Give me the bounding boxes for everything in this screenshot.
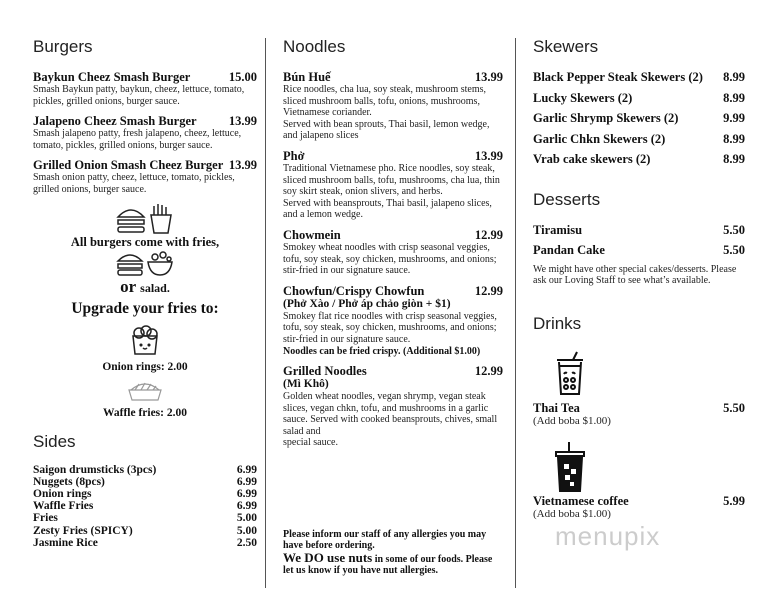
item-name: Zesty Fries (SPICY) <box>33 524 133 537</box>
item-row <box>283 364 503 378</box>
section-heading-sides: Sides <box>33 431 76 451</box>
menu-item <box>33 525 257 537</box>
allergy-line-2 <box>283 549 503 577</box>
item-price: 5.00 <box>236 512 257 525</box>
item-row <box>33 70 257 84</box>
boba-tea-icon <box>555 350 585 396</box>
item-name: Nuggets (8pcs) <box>33 475 105 488</box>
salad-text: salad. <box>140 280 170 295</box>
item-price: 8.99 <box>723 90 745 105</box>
fries-note: All burgers come with fries, <box>70 234 220 249</box>
menu-item <box>533 220 745 241</box>
or-text: or <box>120 276 137 296</box>
menu-item <box>33 114 257 151</box>
nuts-warning: We DO use nuts <box>283 549 373 565</box>
menu-item <box>33 476 257 488</box>
section-heading-desserts: Desserts <box>533 189 601 209</box>
item-price: 13.99 <box>474 70 503 84</box>
waffle-fries-upgrade: Waffle fries: 2.00 <box>103 406 187 419</box>
onion-rings-upgrade: Onion rings: 2.00 <box>102 360 188 373</box>
item-price: 5.99 <box>723 493 745 508</box>
item-price: 12.99 <box>474 283 503 298</box>
menu-item <box>33 70 257 107</box>
section-heading-burgers: Burgers <box>33 37 93 56</box>
section-heading-noodles: Noodles <box>283 37 346 56</box>
item-note: Noodles can be fried crispy. (Additional $1.00) <box>283 345 481 357</box>
menu-item <box>533 149 745 170</box>
item-row <box>33 476 257 488</box>
item-price: 8.99 <box>723 152 745 166</box>
item-name: Black Pepper Steak Skewers (2) <box>533 70 703 84</box>
item-name: Chowmein <box>283 227 341 242</box>
item-description: Smokey wheat noodles with crisp seasonal veggies, tofu, soy steak, soy chicken, mushrooms, and onions; stir-fried in our signature sauce. <box>283 241 497 277</box>
item-row <box>33 488 257 500</box>
menu-item <box>33 537 257 549</box>
item-name: Jasmine Rice <box>33 536 98 549</box>
item-description: Traditional Vietnamese pho. Rice noodles, soy steak, sliced mushroom balls, tofu, mushrooms, cha lua, thin soy skirt steak, onion slivers, and herbs. Served with beansprouts, Thai basil, jalapeno slices, and a lemon wedge. <box>283 162 500 221</box>
item-description: Smokey flat rice noodles with crisp seasonal veggies, tofu, soy steak, soy chicken, mushrooms, and onions; stir-fried in our signature sauce. <box>283 310 497 345</box>
item-price: 13.99 <box>228 114 257 129</box>
burger-salad-icon <box>115 249 175 277</box>
item-row <box>283 149 503 163</box>
menu-item <box>33 500 257 512</box>
menu-item <box>283 364 503 449</box>
salad-note <box>33 277 257 298</box>
skewers-list <box>533 67 745 170</box>
item-row <box>533 129 745 150</box>
item-row <box>33 525 257 537</box>
item-description: (Add boba $1.00) <box>533 507 611 520</box>
item-price: 6.99 <box>236 463 257 476</box>
item-price: 5.50 <box>723 400 745 415</box>
item-row <box>533 220 745 241</box>
burgers-list <box>33 70 257 196</box>
item-row <box>33 114 257 128</box>
item-name: Grilled Noodles <box>283 364 367 379</box>
waffle-fries-icon <box>127 380 163 402</box>
item-name: Garlic Chkn Skewers (2) <box>533 131 666 146</box>
menu-item <box>33 512 257 524</box>
item-subtitle: (Phở Xào / Phở áp chảo giòn + $1) <box>283 297 451 310</box>
menu-item <box>533 129 745 150</box>
menu-item <box>533 88 745 109</box>
column-divider <box>515 38 516 588</box>
allergy-line-1: Please inform our staff of any allergies you may have before ordering. <box>283 528 487 552</box>
menu-item <box>33 158 257 195</box>
item-row <box>533 88 745 109</box>
desserts-note: We might have other special cakes/desserts. Please ask our Loving Staff to see what’s available. <box>533 263 737 287</box>
item-name: Vietnamese coffee <box>533 493 629 508</box>
item-price: 6.99 <box>236 487 257 500</box>
item-name: Bún Huế <box>283 70 331 84</box>
item-description: Smash Baykun patty, baykun, cheez, lettuce, tomato, pickles, grilled onions, burger sauce. <box>33 84 245 107</box>
item-row <box>533 494 745 508</box>
item-price: 6.99 <box>236 475 257 488</box>
menu-item <box>533 67 745 88</box>
item-row <box>283 228 503 242</box>
item-name: Phở <box>283 148 305 163</box>
item-price: 8.99 <box>723 131 745 146</box>
item-name: Chowfun/Crispy Chowfun <box>283 283 425 298</box>
item-description: Smash jalapeno patty, fresh jalapeno, cheez, lettuce, tomato, pickles, grilled onions, burger sauce. <box>33 128 242 151</box>
desserts-list <box>533 220 745 261</box>
item-name: Saigon drumsticks (3pcs) <box>33 463 157 476</box>
item-price: 12.99 <box>474 227 503 242</box>
item-name: Baykun Cheez Smash Burger <box>33 70 191 84</box>
item-row <box>33 158 257 172</box>
menu-item <box>283 228 503 277</box>
item-name: Lucky Skewers (2) <box>533 90 633 105</box>
item-price: 5.50 <box>723 222 745 237</box>
item-row <box>283 284 503 298</box>
section-heading-skewers: Skewers <box>533 37 599 56</box>
nuts-warning-rest: in some of our foods. Please let us know if you have nut allergies. <box>283 553 493 577</box>
item-price: 12.99 <box>474 364 503 379</box>
right-column <box>533 37 745 551</box>
drink-item-vietnamese-coffee <box>533 494 745 521</box>
item-subtitle: (Mì Khô) <box>283 378 329 391</box>
item-row <box>33 500 257 512</box>
item-row <box>283 70 503 84</box>
iced-coffee-icon <box>555 442 585 492</box>
menu-item <box>533 240 745 261</box>
onion-rings-icon <box>130 324 160 356</box>
left-column <box>33 37 257 549</box>
item-name: Garlic Shrymp Skewers (2) <box>533 111 679 125</box>
upgrade-heading: Upgrade your fries to: <box>71 299 219 317</box>
item-price: 13.99 <box>474 148 503 163</box>
section-heading-drinks: Drinks <box>533 313 582 333</box>
item-description: (Add boba $1.00) <box>533 414 611 427</box>
column-divider <box>265 38 266 588</box>
allergy-notice <box>283 523 503 577</box>
item-price: 2.50 <box>236 536 257 549</box>
item-row <box>533 149 745 170</box>
burger-fries-icon <box>115 203 175 235</box>
item-name: Pandan Cake <box>533 243 605 257</box>
menu-item <box>33 488 257 500</box>
item-description: Smash onion patty, cheez, lettuce, tomato, pickles, grilled onions, burger sauce. <box>33 172 235 195</box>
item-description: Golden wheat noodles, vegan shrymp, vegan steak slices, vegan chkn, tofu, and mushrooms in a garlic sauce. Served with cooked beansprouts, chives, small salad and special sauce. <box>283 391 498 449</box>
menu-item <box>533 108 745 129</box>
watermark: menupix <box>555 520 661 551</box>
item-row <box>33 464 257 476</box>
item-name: Waffle Fries <box>33 500 94 513</box>
item-price: 5.50 <box>723 243 745 257</box>
item-price: 9.99 <box>723 111 745 125</box>
item-price: 5.00 <box>236 524 257 537</box>
item-row <box>33 537 257 549</box>
item-name: Thai Tea <box>533 400 580 415</box>
item-price: 8.99 <box>723 70 745 84</box>
menu-item <box>283 284 503 357</box>
item-price: 15.00 <box>228 70 257 84</box>
menu-item <box>283 149 503 221</box>
item-row <box>533 108 745 129</box>
item-price: 13.99 <box>228 158 257 173</box>
item-row <box>33 512 257 524</box>
item-name: Jalapeno Cheez Smash Burger <box>33 114 197 129</box>
item-name: Onion rings <box>33 487 92 500</box>
menu-item <box>283 70 503 142</box>
item-row <box>533 401 745 415</box>
item-name: Grilled Onion Smash Cheez Burger <box>33 158 224 173</box>
item-name: Fries <box>33 512 58 525</box>
menu-item <box>33 464 257 476</box>
item-row <box>533 67 745 88</box>
drink-item-thai-tea <box>533 401 745 428</box>
middle-column <box>283 37 503 577</box>
noodles-list <box>283 70 503 456</box>
item-description: Rice noodles, cha lua, soy steak, mushroom stems, sliced mushroom balls, tofu, onions, mushrooms, Vietnamese coriander. Served with bean sprouts, Thai basil, lemon wedge, and jalapeno slices <box>283 84 490 142</box>
item-name: Tiramisu <box>533 222 583 237</box>
sides-list <box>33 464 257 549</box>
item-row <box>533 240 745 261</box>
item-name: Vrab cake skewers (2) <box>533 152 651 166</box>
item-price: 6.99 <box>236 500 257 513</box>
